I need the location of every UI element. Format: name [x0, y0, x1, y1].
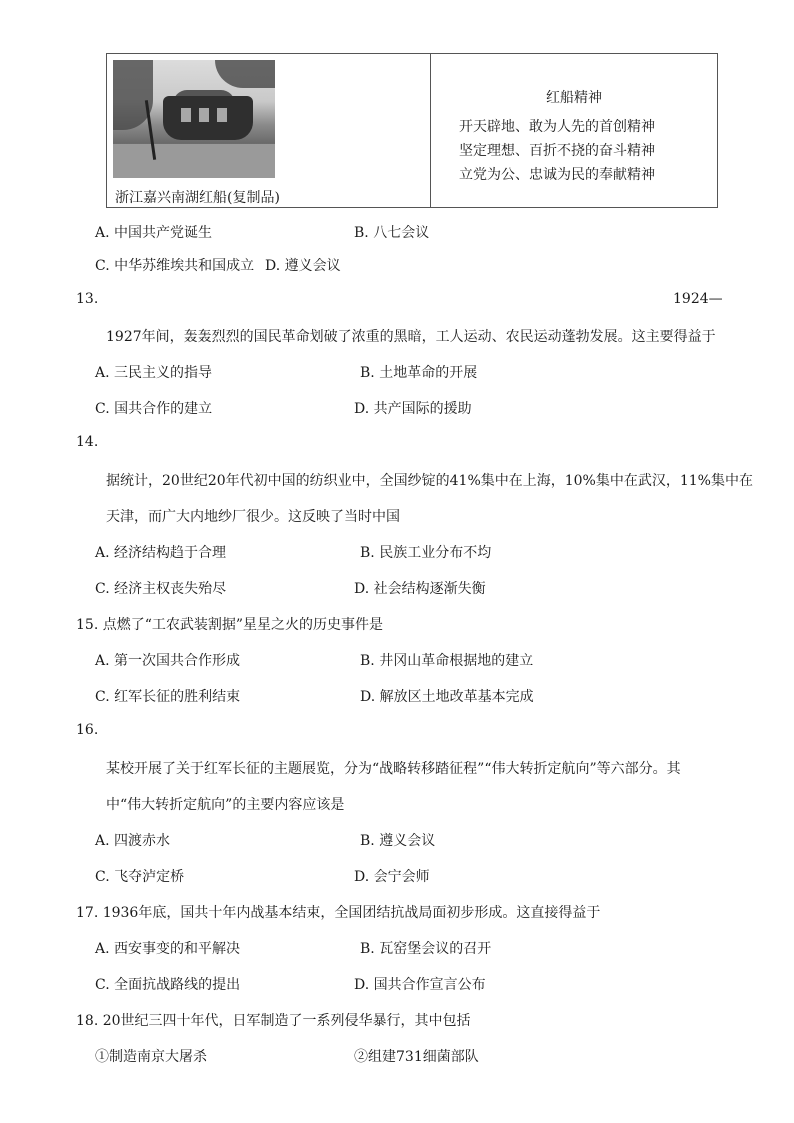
boat-window [217, 108, 227, 122]
q12-option-d: D. 遵义会议 [265, 258, 341, 274]
water-shape [113, 144, 275, 178]
q13-option-c: C. 国共合作的建立 [95, 401, 213, 417]
q12-option-a: A. 中国共产党诞生 [95, 225, 213, 241]
q12-option-c: C. 中华苏维埃共和国成立 [95, 258, 255, 274]
table-divider [430, 54, 431, 207]
q13-option-d: D. 共产国际的援助 [354, 401, 472, 417]
boat-window [181, 108, 191, 122]
q16-option-c: C. 飞夺泸定桥 [95, 869, 185, 885]
spirit-title: 红船精神 [546, 90, 602, 106]
boat-window [199, 108, 209, 122]
q18-item-2: ②组建731细菌部队 [354, 1049, 479, 1065]
figure-table [106, 53, 718, 208]
q13-number: 13. [76, 291, 99, 307]
q13-stem: 1927年间，轰轰烈烈的国民革命划破了浓重的黑暗，工人运动、农民运动蓬勃发展。这主要得益于 [106, 329, 716, 345]
q13-option-a: A. 三民主义的指导 [95, 365, 213, 381]
q16-option-d: D. 会宁会师 [354, 869, 430, 885]
q16-number: 16. [76, 722, 99, 738]
q14-number: 14. [76, 434, 99, 450]
q14-stem-line1: 据统计，20世纪20年代初中国的纺织业中，全国纱锭的41%集中在上海，10%集中在武汉，11%集中在 [106, 473, 753, 489]
q14-option-b: B. 民族工业分布不均 [360, 545, 492, 561]
q16-stem-line1: 某校开展了关于红军长征的主题展览，分为“战略转移踏征程”“伟大转折定航向”等六部分。其 [106, 761, 681, 777]
q16-stem-line2: 中“伟大转折定航向”的主要内容应该是 [106, 797, 345, 813]
q14-stem-line2: 天津，而广大内地纱厂很少。这反映了当时中国 [106, 509, 400, 525]
q14-option-a: A. 经济结构趋于合理 [95, 545, 227, 561]
q17-option-a: A. 西安事变的和平解决 [95, 941, 241, 957]
red-boat-photo [113, 60, 275, 178]
q16-option-a: A. 四渡赤水 [95, 833, 171, 849]
q14-option-c: C. 经济主权丧失殆尽 [95, 581, 227, 597]
q18-stem: 18. 20世纪三四十年代，日军制造了一系列侵华暴行，其中包括 [76, 1013, 471, 1029]
q18-item-1: ①制造南京大屠杀 [95, 1049, 207, 1065]
q17-stem: 17. 1936年底，国共十年内战基本结束，全国团结抗战局面初步形成。这直接得益于 [76, 905, 601, 921]
q13-option-b: B. 土地革命的开展 [360, 365, 478, 381]
photo-caption: 浙江嘉兴南湖红船(复制品) [115, 190, 280, 206]
q17-option-c: C. 全面抗战路线的提出 [95, 977, 241, 993]
q17-option-d: D. 国共合作宣言公布 [354, 977, 486, 993]
spirit-line: 坚定理想、百折不挠的奋斗精神 [459, 143, 655, 159]
q13-stem-start: 1924— [673, 291, 723, 307]
q15-option-c: C. 红军长征的胜利结束 [95, 689, 241, 705]
q16-option-b: B. 遵义会议 [360, 833, 436, 849]
q12-option-b: B. 八七会议 [354, 225, 430, 241]
tree-shape [215, 60, 275, 88]
q15-option-d: D. 解放区土地改革基本完成 [360, 689, 534, 705]
q14-option-d: D. 社会结构逐渐失衡 [354, 581, 486, 597]
spirit-line: 开天辟地、敢为人先的首创精神 [459, 119, 655, 135]
spirit-line: 立党为公、忠诚为民的奉献精神 [459, 167, 655, 183]
q17-option-b: B. 瓦窑堡会议的召开 [360, 941, 492, 957]
q15-option-b: B. 井冈山革命根据地的建立 [360, 653, 534, 669]
q15-stem: 15. 点燃了“工农武装割据”星星之火的历史事件是 [76, 617, 384, 633]
q15-option-a: A. 第一次国共合作形成 [95, 653, 241, 669]
